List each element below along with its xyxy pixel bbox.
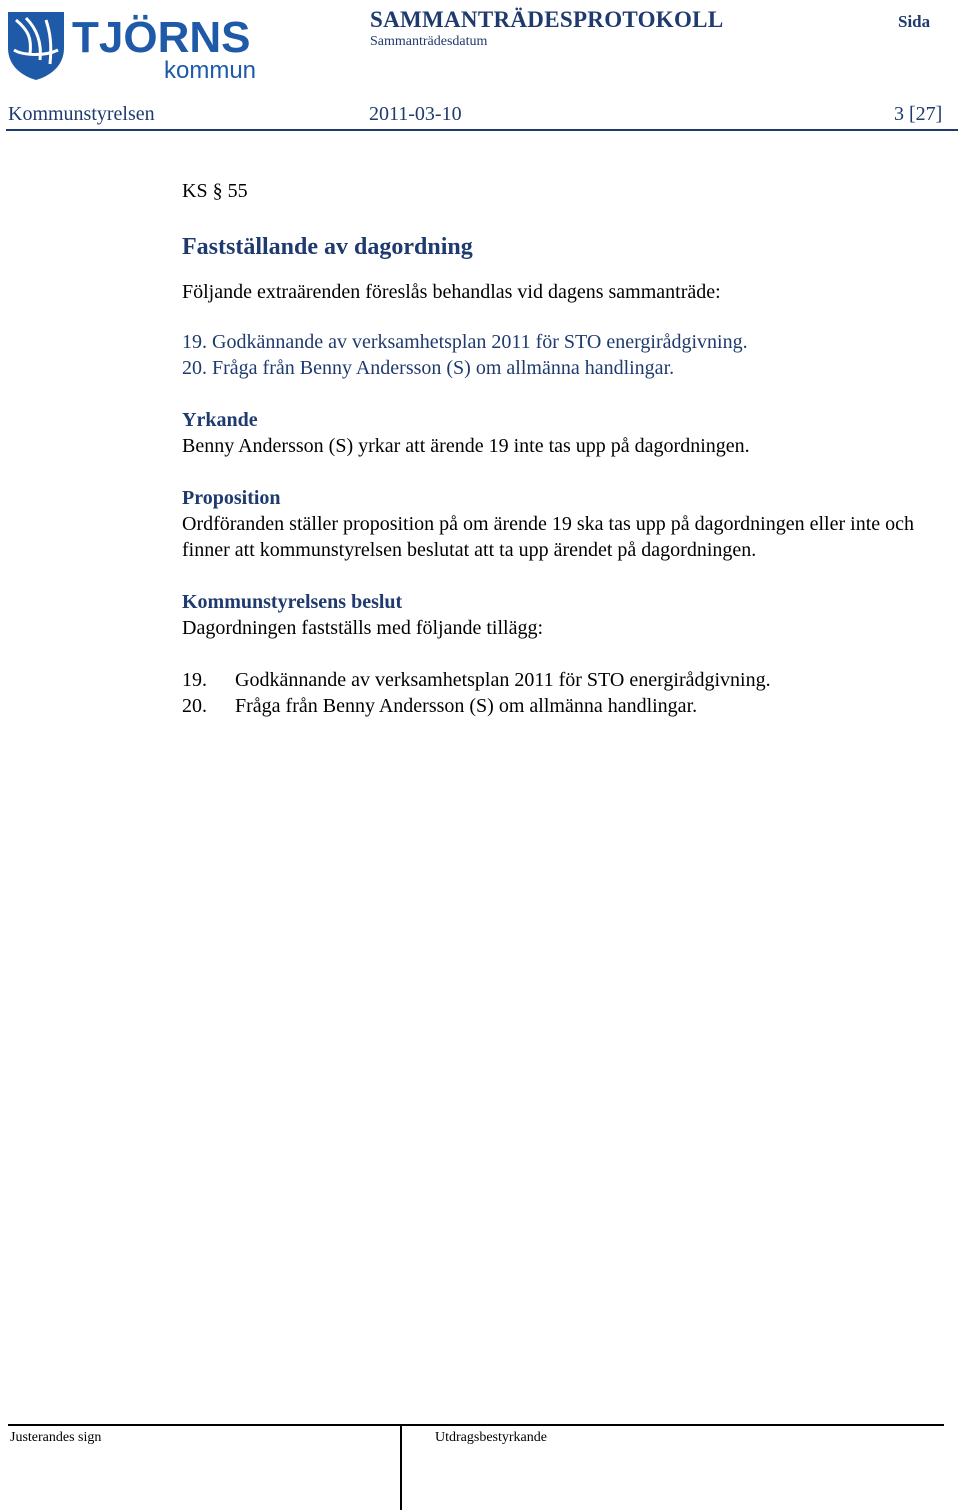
- list-item: 20. Fråga från Benny Andersson (S) om allmänna handlingar.: [182, 357, 675, 379]
- item-number: 20.: [182, 695, 207, 717]
- beslut-heading: Kommunstyrelsens beslut: [182, 591, 403, 613]
- header-divider: [6, 129, 958, 131]
- section-title: Fastställande av dagordning: [182, 234, 473, 260]
- protocol-section: [182, 178, 952, 719]
- list-item: [182, 667, 952, 693]
- yrkande-text: Benny Andersson (S) yrkar att ärende 19 inte tas upp på dagordningen.: [182, 435, 750, 457]
- document-subtitle: Sammanträdesdatum: [370, 34, 488, 49]
- item-number: 19.: [182, 669, 207, 691]
- item-text: Fråga från Benny Andersson (S) om allmänna handlingar.: [235, 695, 698, 717]
- meeting-date: 2011-03-10: [369, 103, 462, 125]
- municipality-logo: [6, 8, 276, 82]
- list-item: 19. Godkännande av verksamhetsplan 2011 för STO energirådgivning.: [182, 331, 748, 353]
- section-number: KS § 55: [182, 180, 248, 202]
- extra-items-list: [182, 329, 952, 381]
- beslut-text: Dagordningen fastställs med följande tillägg:: [182, 617, 544, 639]
- meeting-body: Kommunstyrelsen: [8, 103, 155, 125]
- coat-of-arms-icon: [8, 12, 64, 80]
- footer-divider: [8, 1424, 944, 1426]
- signature-label: Justerandes sign: [10, 1430, 102, 1445]
- footer-column-divider: [400, 1426, 402, 1510]
- list-item: [182, 693, 952, 719]
- logo-name: TJÖRNS: [72, 13, 251, 62]
- yrkande-heading: Yrkande: [182, 409, 258, 431]
- document-title: SAMMANTRÄDESPROTOKOLL: [370, 7, 724, 32]
- certification-label: Utdragsbestyrkande: [435, 1430, 547, 1445]
- decision-items-list: [182, 667, 952, 719]
- item-text: Godkännande av verksamhetsplan 2011 för STO energirådgivning.: [235, 669, 771, 691]
- page-number: 3 [27]: [894, 103, 943, 125]
- proposition-heading: Proposition: [182, 487, 281, 509]
- logo-sub: kommun: [164, 57, 257, 82]
- page-label: Sida: [898, 12, 931, 31]
- proposition-text: Ordföranden ställer proposition på om ärende 19 ska tas upp på dagordningen eller inte och finner att kommunstyrelsen beslutat att ta upp ärendet på dagordningen.: [182, 513, 915, 561]
- section-intro: Följande extraärenden föreslås behandlas vid dagens sammanträde:: [182, 281, 721, 303]
